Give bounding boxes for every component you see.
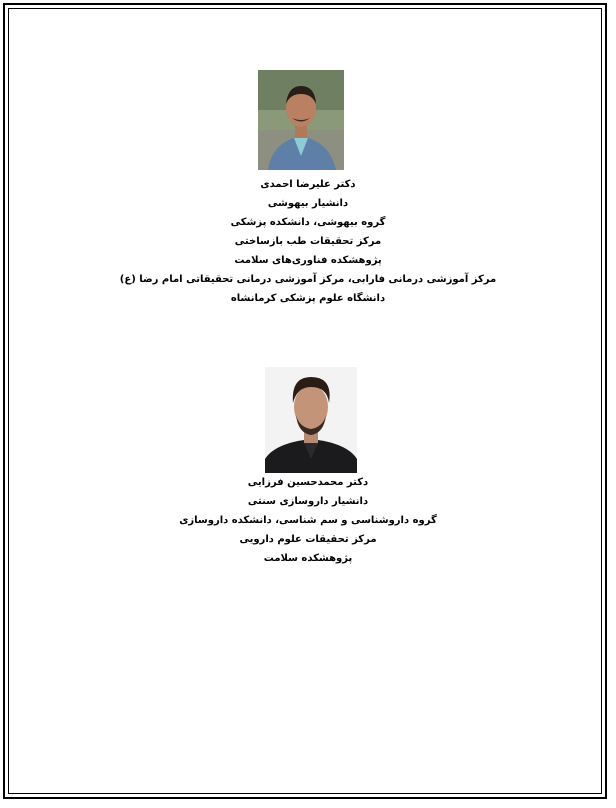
profile-name: دکتر محمدحسین فرزایی xyxy=(247,477,369,488)
profile-department: گروه داروشناسی و سم شناسی، دانشکده داروسازی xyxy=(179,515,437,526)
profile-text-farzaei xyxy=(0,473,616,568)
profile-photo-farzaei xyxy=(265,367,357,473)
profile-photo-ahmadi xyxy=(258,70,344,170)
profile-department: گروه بیهوشی، دانشکده پزشکی xyxy=(230,217,386,228)
profile-university: دانشگاه علوم پزشکی کرمانشاه xyxy=(230,293,386,304)
profile-name: دکتر علیرضا احمدی xyxy=(260,179,356,190)
profile-institute: پژوهشکده سلامت xyxy=(263,553,353,564)
profile-text-ahmadi xyxy=(0,175,616,308)
profile-research-center: مرکز تحقیقات طب بازساختی xyxy=(234,236,382,247)
profile-institute: پژوهشکده فناوری‌های سلامت xyxy=(234,255,382,266)
profile-hospitals: مرکز آموزشی درمانی فارابی، مرکز آموزشی درمانی تحقیقاتی امام رضا (ع) xyxy=(119,274,497,285)
profile-title: دانشیار بیهوشی xyxy=(267,198,349,209)
profile-research-center: مرکز تحقیقات علوم دارویی xyxy=(239,534,377,545)
profile-title: دانشیار داروسازی سنتی xyxy=(247,496,369,507)
